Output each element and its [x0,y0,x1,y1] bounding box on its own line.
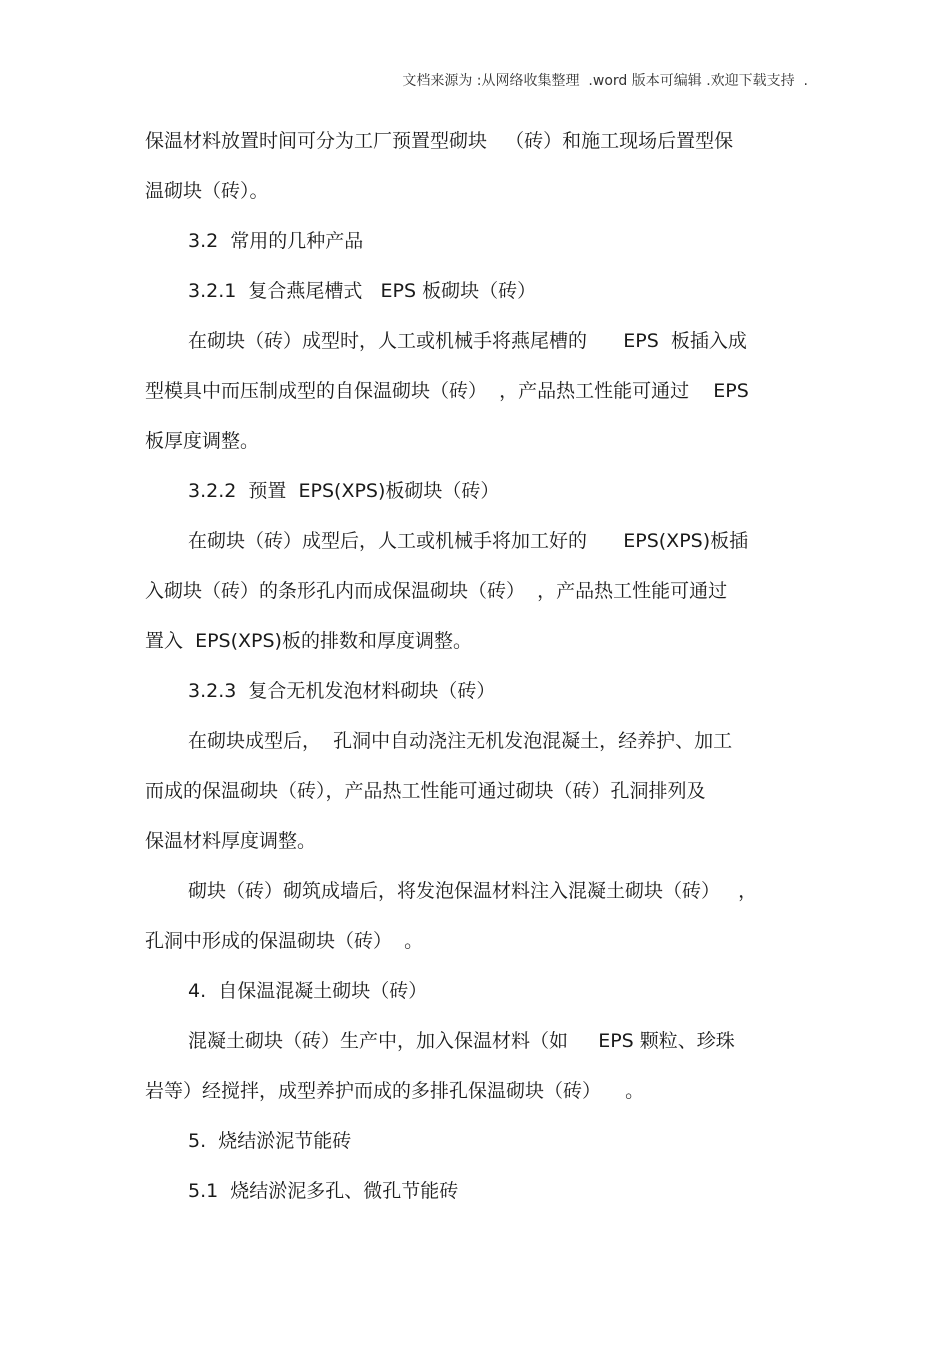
section-heading: 3.2.2 预置 EPS(XPS)板砌块（砖） [188,480,500,502]
text-line: 在砌块成型后， 孔洞中自动浇注无机发泡混凝土，经养护、加工 [188,730,733,752]
text-line: 温砌块（砖）。 [145,180,269,202]
text-line: 孔洞中形成的保温砌块（砖） 。 [145,930,424,952]
section-heading: 4. 自保温混凝土砌块（砖） [188,980,428,1002]
text-line: 岩等）经搅拌，成型养护而成的多排孔保温砌块（砖） 。 [145,1080,645,1102]
text-line: 入砌块（砖）的条形孔内而成保温砌块（砖） ，产品热工性能可通过 [145,580,728,602]
text-line: 型模具中而压制成型的自保温砌块（砖） ，产品热工性能可通过 EPS [145,380,749,402]
section-heading: 5. 烧结淤泥节能砖 [188,1130,352,1152]
text-line: 保温材料放置时间可分为工厂预置型砌块 （砖）和施工现场后置型保 [145,130,734,152]
text-line: 在砌块（砖）成型时，人工或机械手将燕尾槽的 EPS 板插入成 [188,330,747,352]
section-heading: 5.1 烧结淤泥多孔、微孔节能砖 [188,1180,459,1202]
page-header: 文档来源为 :从网络收集整理 .word 版本可编辑 .欢迎下载支持 . [402,73,808,89]
section-heading: 3.2.1 复合燕尾槽式 EPS 板砌块（砖） [188,280,537,302]
text-line: 板厚度调整。 [145,430,260,452]
text-line: 置入 EPS(XPS)板的排数和厚度调整。 [145,630,472,652]
text-line: 而成的保温砌块（砖），产品热工性能可通过砌块（砖）孔洞排列及 [145,780,706,802]
text-line: 在砌块（砖）成型后，人工或机械手将加工好的 EPS(XPS)板插 [188,530,749,552]
text-line: 混凝土砌块（砖）生产中，加入保温材料（如 EPS 颗粒、珍珠 [188,1030,735,1052]
text-line: 保温材料厚度调整。 [145,830,317,852]
section-heading: 3.2.3 复合无机发泡材料砌块（砖） [188,680,496,702]
text-line: 砌块（砖）砌筑成墙后，将发泡保温材料注入混凝土砌块（砖） ， [188,880,758,902]
section-heading: 3.2 常用的几种产品 [188,230,364,252]
